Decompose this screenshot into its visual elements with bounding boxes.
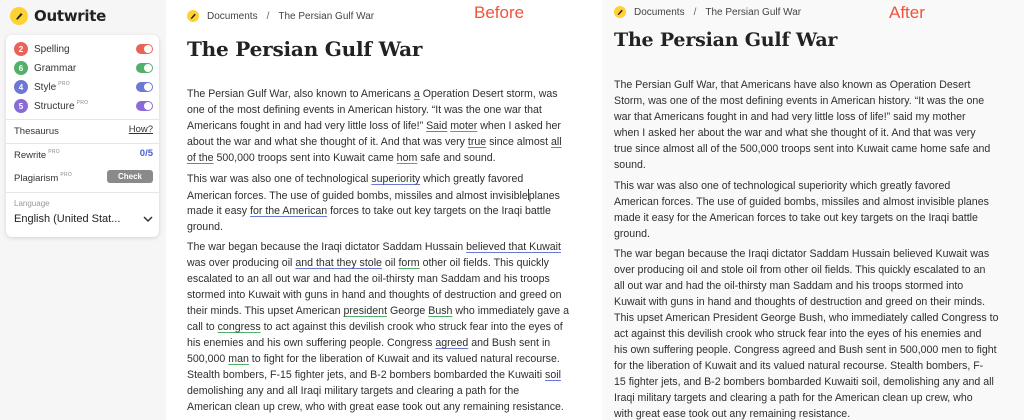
style-count-badge: 4 bbox=[14, 80, 28, 94]
text-line[interactable]: American forces. The use of guided bombs, missiles and almost invisible planes bbox=[614, 196, 989, 208]
text-line[interactable]: act against this devilish crook who struck fear into the eyes of his enemies and bbox=[614, 328, 982, 340]
before-label: Before bbox=[474, 3, 525, 22]
text-line[interactable]: made it easy for the American forces to take out key targets on the Iraqi battle bbox=[614, 212, 978, 224]
text-line[interactable]: call to congress to act against this devilish crook who struck fear into the eyes of bbox=[187, 321, 563, 333]
breadcrumb-current: The Persian Gulf War bbox=[705, 6, 802, 18]
text-line[interactable]: The Persian Gulf War, also known to Americans a Operation Desert storm, was bbox=[187, 88, 558, 100]
plagiarism-check-button[interactable]: Check bbox=[107, 170, 153, 183]
spelling-count-badge: 2 bbox=[14, 42, 28, 56]
text-line[interactable]: his own suffering people. Congress agreed and Bush sent in 500,000 men to fight bbox=[614, 344, 997, 356]
text-line[interactable]: stormed into Kuwait with guns in hand and thoughts of destruction and greed on bbox=[187, 289, 562, 301]
language-value: English (United Stat... bbox=[14, 213, 121, 225]
plagiarism-pro-tag: PRO bbox=[60, 172, 73, 178]
text-line[interactable]: Iraqi military targets and clearing a path for the American clean up crew, who bbox=[614, 392, 973, 404]
plagiarism-label: Plagiarism bbox=[14, 172, 59, 184]
spelling-error: hom bbox=[396, 152, 418, 164]
text-line[interactable]: The Persian Gulf War, that Americans have also known as Operation Desert bbox=[614, 79, 971, 91]
style-suggestion: Said bbox=[426, 120, 448, 132]
style-suggestion: agreed bbox=[435, 337, 469, 349]
thesaurus-row bbox=[14, 124, 153, 138]
style-suggestion: true bbox=[467, 136, 487, 148]
spelling-error: moter bbox=[450, 120, 478, 132]
thesaurus-label: Thesaurus bbox=[14, 125, 59, 137]
breadcrumb-separator: / bbox=[693, 6, 697, 18]
breadcrumb-current: The Persian Gulf War bbox=[278, 10, 375, 22]
text-line[interactable]: Americans fought in and had very little loss of life!” Said moter when I asked her bbox=[187, 120, 561, 132]
check-structure[interactable] bbox=[14, 99, 153, 113]
rewrite-pro-tag: PRO bbox=[48, 149, 60, 155]
outwrite-logo[interactable] bbox=[10, 7, 106, 25]
after-label: After bbox=[889, 3, 925, 22]
text-line[interactable]: true since almost all of the 500,000 troops sent into Kuwait came home safe and bbox=[614, 143, 991, 155]
grammar-toggle[interactable] bbox=[136, 63, 153, 73]
text-line[interactable]: The war began because the Iraqi dictator Saddam Hussain believed that Kuwait bbox=[187, 241, 561, 253]
style-label: Style bbox=[34, 81, 57, 93]
grammar-error: form bbox=[398, 257, 420, 269]
text-line[interactable]: American clean up crew, who with great ease took out any remaining resistance. bbox=[187, 401, 564, 413]
text-line[interactable]: war that Americans fought in and had very little loss of life!” said my mother bbox=[614, 111, 966, 123]
text-line[interactable]: Stealth bombers, F-15 fighter jets, and B-2 bombers bombarded the Kuwaiti soil bbox=[187, 369, 561, 381]
checks-panel bbox=[6, 35, 159, 237]
spelling-label: Spelling bbox=[34, 43, 70, 55]
check-spelling[interactable] bbox=[14, 42, 153, 56]
check-grammar[interactable] bbox=[14, 61, 153, 75]
language-select[interactable] bbox=[14, 211, 153, 227]
spelling-toggle[interactable] bbox=[136, 44, 153, 54]
logo-text: Outwrite bbox=[34, 7, 106, 25]
logo-pen-icon bbox=[10, 7, 28, 25]
text-line[interactable]: of the 500,000 troops sent into Kuwait came hom safe and sound. bbox=[187, 152, 496, 164]
style-suggestion: for the American bbox=[250, 205, 328, 217]
breadcrumb bbox=[187, 10, 374, 22]
structure-count-badge: 5 bbox=[14, 99, 28, 113]
after-panel bbox=[602, 0, 1024, 420]
breadcrumb-separator: / bbox=[266, 10, 270, 22]
text-line[interactable]: 500,000 man to fight for the liberation of Kuwait and its valued natural recourse. bbox=[187, 353, 560, 365]
document-pen-icon bbox=[614, 6, 626, 18]
sidebar bbox=[0, 0, 166, 420]
text-line[interactable]: their minds. This upset American president George Bush who immediately gave a bbox=[187, 305, 570, 317]
grammar-error: congress bbox=[217, 321, 261, 333]
text-line[interactable]: This war was also one of technological superiority which greatly favored bbox=[614, 180, 951, 192]
rewrite-label: Rewrite bbox=[14, 149, 47, 161]
text-line[interactable]: his enemies and his own suffering people. Congress agreed and Bush sent in bbox=[187, 337, 551, 349]
style-suggestion: all bbox=[550, 136, 562, 148]
rewrite-row[interactable] bbox=[14, 148, 153, 162]
text-line[interactable]: for the liberation of Kuwait and its valued natural recourse. Stealth bombers, F- bbox=[614, 360, 984, 372]
grammar-label: Grammar bbox=[34, 62, 77, 74]
style-suggestion: believed that Kuwait bbox=[466, 241, 561, 253]
structure-toggle[interactable] bbox=[136, 101, 153, 111]
rewrite-count: 0/5 bbox=[139, 148, 153, 159]
text-line[interactable]: all out war and had the oil-thirsty man Saddam and his troops stormed into bbox=[614, 280, 964, 292]
grammar-count-badge: 6 bbox=[14, 61, 28, 75]
text-line[interactable]: about the war and what she thought of it. And that was very true since almost all bbox=[187, 136, 562, 148]
text-line[interactable]: when I asked her about the war and what she thought of it. And that was very bbox=[614, 127, 976, 139]
text-line[interactable]: over producing oil and stole oil from other oil fields. This quickly escalated to an bbox=[614, 264, 986, 276]
text-line[interactable]: with great ease took out any remaining resistance. bbox=[614, 408, 851, 420]
text-line[interactable]: was over producing oil and that they stole oil form other oil fields. This quickly bbox=[187, 257, 549, 269]
structure-label: Structure bbox=[34, 100, 75, 112]
text-line[interactable]: 15 fighter jets, and B-2 bombers bombarded Kuwaiti soil, demolishing any and all bbox=[614, 376, 994, 388]
text-line[interactable]: ground. bbox=[187, 221, 223, 233]
thesaurus-how-link[interactable]: How? bbox=[128, 124, 153, 135]
grammar-error: man bbox=[228, 353, 249, 365]
breadcrumb bbox=[614, 6, 801, 18]
text-line[interactable]: American forces. The use of guided bombs, missiles and almost invisibleplanes bbox=[187, 190, 560, 202]
grammar-error: Bush bbox=[428, 305, 453, 317]
text-line[interactable]: Storm, was one of the most defining events in American history. “It was the one bbox=[614, 95, 985, 107]
style-suggestion: of the bbox=[187, 152, 214, 164]
style-suggestion: a bbox=[413, 88, 420, 100]
style-suggestion: and that they stole bbox=[295, 257, 382, 269]
text-line[interactable]: demolishing any and all Iraqi military targets and clearing a path for the bbox=[187, 385, 520, 397]
style-pro-tag: PRO bbox=[58, 81, 70, 87]
breadcrumb-documents-link[interactable]: Documents bbox=[207, 10, 258, 22]
divider bbox=[6, 192, 159, 193]
document-pen-icon bbox=[187, 10, 199, 22]
breadcrumb-documents-link[interactable]: Documents bbox=[634, 6, 685, 18]
divider bbox=[6, 143, 159, 144]
divider bbox=[6, 119, 159, 120]
structure-pro-tag: PRO bbox=[76, 100, 89, 106]
plagiarism-row bbox=[14, 171, 153, 185]
text-line[interactable]: This war was also one of technological superiority which greatly favored bbox=[187, 173, 524, 185]
chevron-down-icon bbox=[143, 216, 153, 223]
text-line[interactable]: The war began because the Iraqi dictator Saddam Hussain believed Kuwait was bbox=[614, 248, 990, 260]
text-line[interactable]: sound. bbox=[614, 159, 646, 171]
text-line[interactable]: This upset American President George Bush, who immediately called Congress to bbox=[614, 312, 999, 324]
style-suggestion: superiority bbox=[371, 173, 421, 185]
text-line[interactable]: ground. bbox=[614, 228, 650, 240]
text-line[interactable]: one of the most defining events in American history. “It was the one war that bbox=[187, 104, 542, 116]
style-suggestion: soil bbox=[545, 369, 561, 381]
document-title[interactable]: The Persian Gulf War bbox=[614, 29, 838, 51]
language-caption: Language bbox=[14, 199, 50, 208]
text-line[interactable]: Kuwait with guns in hand and thoughts of destruction and greed on their minds. bbox=[614, 296, 986, 308]
grammar-error: president bbox=[343, 305, 388, 317]
check-style[interactable] bbox=[14, 80, 153, 94]
document-title[interactable]: The Persian Gulf War bbox=[187, 37, 423, 61]
text-line[interactable]: made it easy for the American forces to take out key targets on the Iraqi battle bbox=[187, 205, 551, 217]
text-line[interactable]: escalated to an all out war and had the oil-thirsty man Saddam and his troops bbox=[187, 273, 550, 285]
style-toggle[interactable] bbox=[136, 82, 153, 92]
